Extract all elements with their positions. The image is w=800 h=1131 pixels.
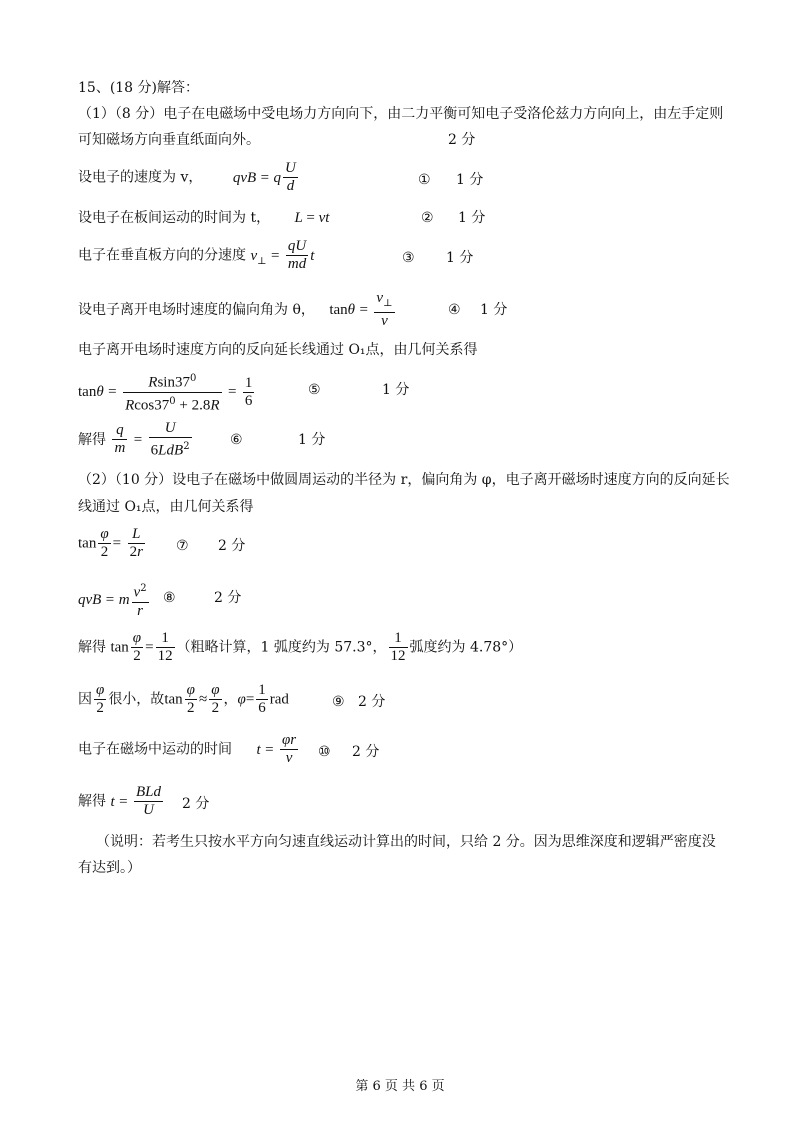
step1-score: 1 分	[456, 172, 484, 188]
step9-prefix: 解得	[78, 639, 106, 656]
step12-score: 2 分	[182, 796, 210, 812]
step11-text: 电子在磁场中运动的时间	[78, 741, 232, 758]
step5-intro: 电子离开电场时速度方向的反向延长线通过 O₁点，由几何关系得	[78, 342, 478, 358]
step11-tag: ⑩	[318, 744, 331, 760]
step4-equation: tanθ = $\frac{v_\perp}{v}$	[329, 290, 393, 329]
step1-line	[78, 160, 300, 195]
step8-equation: qvB = m $\frac{v^2}{r}$	[78, 580, 151, 620]
step5-score: 1 分	[382, 382, 410, 398]
step1-text: 设电子的速度为 v，	[78, 169, 203, 186]
part2-intro-line2: 线通过 O₁点，由几何关系得	[78, 499, 254, 515]
step11-line	[78, 732, 300, 767]
step3-equation: $v_\perp$ = $\frac{qU}{md}$ t	[250, 238, 315, 272]
note-line1: （说明：若考生只按水平方向匀速直线运动计算出的时间，只给 2 分。因为思维深度和逻辑严密度没	[96, 834, 716, 850]
part2-intro-line1: （2）（10 分）设电子在磁场中做圆周运动的半径为 r，偏向角为 φ，电子离开磁场时速度方向的反向延长	[78, 472, 730, 488]
step10-b: 很小，故	[108, 691, 165, 708]
step7-equation: tan $\frac{\varphi}{2}$ = $\frac{L}{2r}$	[78, 526, 143, 560]
step9-note-a: （粗略计算，1 弧度约为 57.3°，	[176, 639, 387, 656]
step1-equation: qvB = q $\frac{U}{d}$	[232, 160, 296, 194]
step8-score: 2 分	[214, 590, 242, 606]
step6-equation: $\frac{q}{m}$ = $\frac{U}{6LdB^2}$	[114, 420, 190, 459]
step3-tag: ③	[402, 250, 415, 266]
step12-equation: t = $\frac{\text{BLd}}{U}$	[110, 784, 162, 818]
step10-a: 因	[78, 691, 92, 708]
part1-intro-score: 2 分	[448, 132, 476, 148]
step5-equation: tanθ = $\frac{Rsin37^0}{Rcos37^0 + 2.8R}$ = $\frac{1}{6}$	[78, 370, 256, 414]
step10-score: 2 分	[358, 694, 386, 710]
step6-score: 1 分	[298, 432, 326, 448]
step9-note-b: 弧度约为 4.78°）	[409, 639, 523, 656]
step4-text: 设电子离开电场时速度的偏向角为 θ，	[78, 301, 315, 318]
step2-equation: L = vt	[294, 210, 330, 226]
step2-tag: ②	[421, 210, 434, 226]
step3-line	[78, 238, 314, 273]
step6-tag: ⑥	[230, 432, 243, 448]
step9-line: 解得 tan $\frac{\varphi}{2}$ = $\frac{1}{12}$ （粗略计算，1 弧度约为 57.3°， $\frac{1}{12}$ 弧度约为 4.78°）	[78, 630, 523, 664]
step2-score: 1 分	[458, 210, 486, 226]
part1-intro-line1: （1）（8 分）电子在电磁场中受电场力方向向下，由二力平衡可知电子受洛伦兹力方向向上，由左手定则	[78, 106, 724, 122]
step7-score: 2 分	[218, 538, 246, 554]
step12-text: 解得	[78, 793, 106, 810]
step4-line	[78, 290, 397, 330]
part1-intro-line2: 可知磁场方向垂直纸面向外。	[78, 132, 260, 148]
step2-text: 设电子在板间运动的时间为 t，	[78, 210, 271, 226]
step6-line	[78, 420, 194, 460]
step5-tag: ⑤	[308, 382, 321, 398]
step6-text: 解得	[78, 431, 106, 448]
step1-tag: ①	[418, 172, 431, 188]
step10-tag: ⑨	[332, 694, 345, 710]
step2-line	[78, 208, 329, 228]
note-line2: 有达到。）	[78, 860, 141, 876]
problem-heading: 15、(18 分)解答：	[78, 80, 200, 96]
page-footer: 第 6 页 共 6 页	[355, 1079, 445, 1094]
step3-text: 电子在垂直板方向的分速度	[78, 247, 246, 264]
step3-score: 1 分	[446, 250, 474, 266]
step4-score: 1 分	[480, 302, 508, 318]
step7-tag: ⑦	[176, 538, 189, 554]
step11-score: 2 分	[352, 744, 380, 760]
step4-tag: ④	[448, 302, 461, 318]
step12-line	[78, 784, 165, 819]
step11-equation: t = $\frac{\varphi r}{v}$	[256, 732, 297, 766]
step10-line: 因 $\frac{\varphi}{2}$ 很小，故tan $\frac{\varphi}{2}$ ≈ $\frac{\varphi}{2}$ ，φ= $\frac{1}{6}$ rad	[78, 682, 289, 716]
step8-tag: ⑧	[163, 590, 176, 606]
